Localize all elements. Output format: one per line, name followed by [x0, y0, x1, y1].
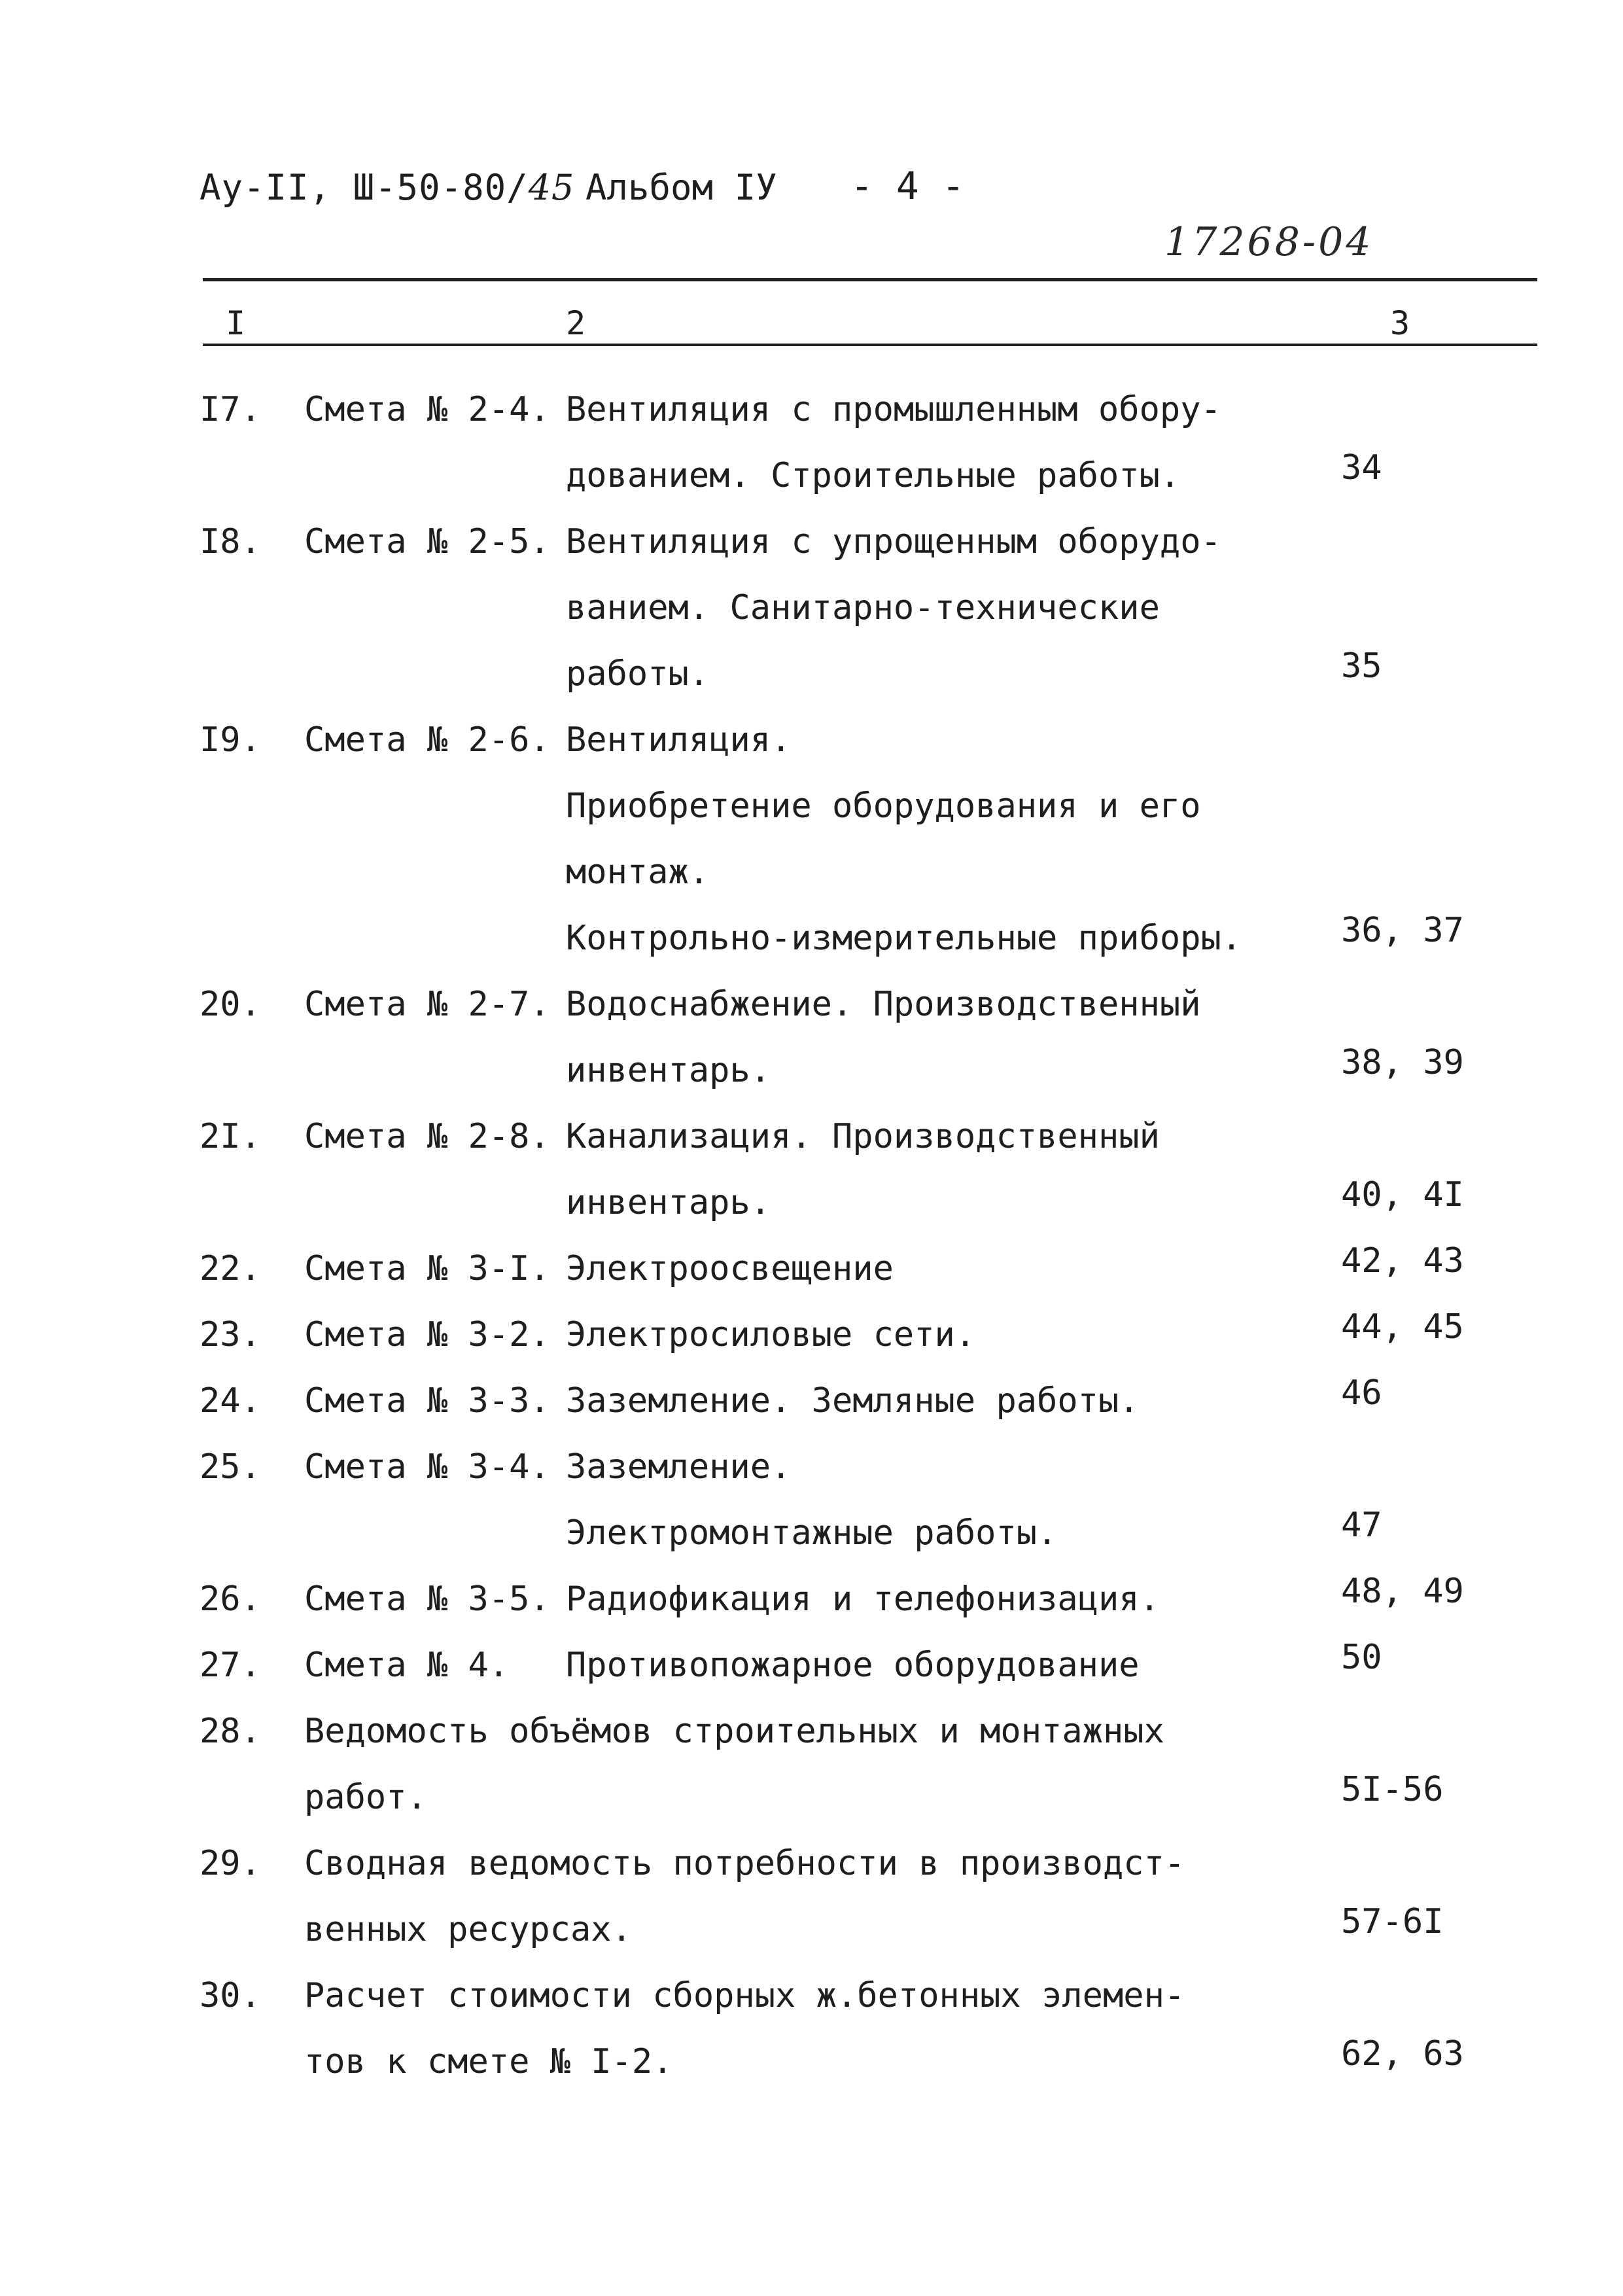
- entry-pages: 36, 37: [1341, 911, 1464, 950]
- estimate-reference: Смета № 2-8.: [304, 1117, 550, 1156]
- entry-description-line: работы.: [566, 654, 710, 694]
- entry-number: 23.: [200, 1315, 261, 1354]
- entry-pages: 35: [1341, 646, 1382, 686]
- estimate-reference: Смета № 2-6.: [304, 720, 550, 760]
- entry-description-line: Электросиловые сети.: [566, 1315, 976, 1354]
- entry-pages: 5I-56: [1341, 1770, 1444, 1809]
- entry-number: I7.: [200, 390, 261, 429]
- album-label: Альбом IУ: [585, 167, 777, 208]
- entry-number: 20.: [200, 985, 261, 1024]
- entry-description-line: Радиофикация и телефонизация.: [566, 1580, 1160, 1619]
- entry-pages: 46: [1341, 1373, 1382, 1413]
- entry-description-line: Противопожарное оборудование: [566, 1646, 1140, 1685]
- estimate-reference: Смета № 3-3.: [304, 1381, 550, 1421]
- entry-description-line: монтаж.: [566, 853, 710, 892]
- entry-description-line: Заземление. Земляные работы.: [566, 1381, 1140, 1421]
- entry-description-line: Электромонтажные работы.: [566, 1513, 1058, 1553]
- entry-description-line: Водоснабжение. Производственный: [566, 985, 1201, 1024]
- entry-pages: 50: [1341, 1638, 1382, 1677]
- entry-description-line: Контрольно-измерительные приборы.: [566, 919, 1242, 958]
- estimate-reference: Смета № 2-5.: [304, 522, 550, 561]
- entry-number: I8.: [200, 522, 261, 561]
- column-header-1: I: [226, 304, 246, 342]
- entry-number: 25.: [200, 1447, 261, 1487]
- entry-description-line: ванием. Санитарно-технические: [566, 588, 1160, 627]
- entry-description-line: Вентиляция с промышленным обору-: [566, 390, 1221, 429]
- estimate-reference: Смета № 3-5.: [304, 1580, 550, 1619]
- entry-number: 30.: [200, 1976, 261, 2015]
- document-code-prefix: Ау-II, Ш-50-80/: [200, 167, 529, 208]
- entry-description-line: дованием. Строительные работы.: [566, 456, 1181, 495]
- entry-pages: 57-6I: [1341, 1902, 1444, 1941]
- entry-number: I9.: [200, 720, 261, 760]
- entry-pages: 42, 43: [1341, 1241, 1464, 1280]
- table-top-rule: [203, 278, 1537, 281]
- entry-number: 26.: [200, 1580, 261, 1619]
- entry-description-line: венных ресурсах.: [304, 1910, 632, 1949]
- page-number: - 4 -: [850, 164, 965, 208]
- entry-pages: 44, 45: [1341, 1307, 1464, 1347]
- entry-pages: 40, 4I: [1341, 1175, 1464, 1214]
- column-header-2: 2: [566, 304, 586, 342]
- entry-pages: 38, 39: [1341, 1043, 1464, 1082]
- entry-description-line: Электроосвещение: [566, 1249, 894, 1288]
- entry-description-line: Ведомость объёмов строительных и монтажных: [304, 1712, 1164, 1751]
- entry-description-line: работ.: [304, 1778, 427, 1817]
- entry-description-line: тов к смете № I-2.: [304, 2042, 673, 2081]
- entry-description-line: Вентиляция.: [566, 720, 792, 760]
- estimate-reference: Смета № 2-4.: [304, 390, 550, 429]
- handwritten-document-number: 17268-04: [1164, 219, 1374, 265]
- entry-number: 2I.: [200, 1117, 261, 1156]
- entry-description-line: инвентарь.: [566, 1051, 771, 1090]
- table-header-rule: [203, 344, 1537, 346]
- document-code-handwritten: 45: [528, 167, 575, 208]
- entry-description-line: Сводная ведомость потребности в производст-: [304, 1844, 1185, 1883]
- entry-description-line: Приобретение оборудования и его: [566, 786, 1201, 826]
- entry-description-line: Расчет стоимости сборных ж.бетонных элемен-: [304, 1976, 1185, 2015]
- estimate-reference: Смета № 4.: [304, 1646, 510, 1685]
- estimate-reference: Смета № 3-2.: [304, 1315, 550, 1354]
- entry-number: 29.: [200, 1844, 261, 1883]
- entry-number: 27.: [200, 1646, 261, 1685]
- estimate-reference: Смета № 2-7.: [304, 985, 550, 1024]
- entry-pages: 47: [1341, 1506, 1382, 1545]
- entry-description-line: инвентарь.: [566, 1183, 771, 1222]
- entry-description-line: Канализация. Производственный: [566, 1117, 1160, 1156]
- entry-pages: 34: [1341, 448, 1382, 487]
- estimate-reference: Смета № 3-I.: [304, 1249, 550, 1288]
- entry-number: 22.: [200, 1249, 261, 1288]
- entry-description-line: Заземление.: [566, 1447, 792, 1487]
- column-header-3: 3: [1390, 304, 1410, 342]
- entry-pages: 62, 63: [1341, 2034, 1464, 2074]
- entry-description-line: Вентиляция с упрощенным оборудо-: [566, 522, 1221, 561]
- estimate-reference: Смета № 3-4.: [304, 1447, 550, 1487]
- entry-number: 28.: [200, 1712, 261, 1751]
- entry-number: 24.: [200, 1381, 261, 1421]
- entry-pages: 48, 49: [1341, 1572, 1464, 1611]
- document-code: [200, 167, 574, 208]
